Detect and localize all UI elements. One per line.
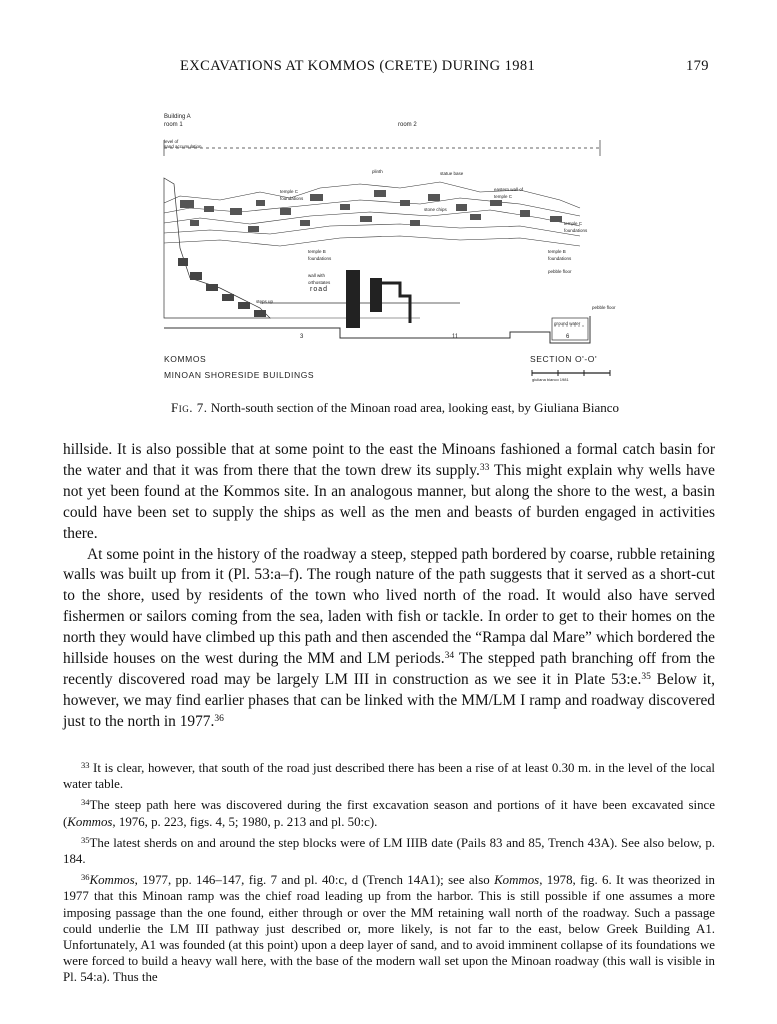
label-trench-3: 3 (300, 334, 304, 340)
label-temple-c-foundations-2: temple C foundations (564, 221, 588, 233)
label-temple-b: temple B foundations (548, 249, 572, 261)
figure-caption-label: Fig. 7. (170, 400, 208, 415)
figure-caption-text: North-south section of the Minoan road area, looking east, by Giuliana Bianco (210, 400, 620, 415)
label-road: road (310, 286, 329, 293)
footnote-36: $^{36}$Kommos, 1977, pp. 146–147, fig. 7 and pl. 40:c, d (Trench 14A1); see also Kommos, 1978, fig. 6. It was theorized in 1977 that this Minoan ramp was the chief road leading up from the harbor. This is still possible if one assumes a more imposing passage than the one found, either through or over the MM retaining wall north of the roadway. Such a passage could underlie the LM III pathway just described or, more likely, is not far to the east, below Greek Building A1. Unfortunately, A1 was founded (at this point) upon a deep layer of sand, and to avoid imminent collapse of its foundations we were forced to build a heavy wall here, with the base of the modern wall set upon the Minoan roadway (this wall is visible in Pl. 54:a). Thus the (63, 872, 716, 985)
paragraph-2: At some point in the history of the roadway a steep, stepped path bordered by coarse, rubble retaining walls was built up from it (Pl. 53:a–f). The rough nature of the path suggests that it served as a short-cut to the shore, used by residents of the town who lived north of the road. It would also have served fishermen or sailors coming from the sea, laden with fish or tackle. In order to get to their homes on the north they would have climbed up this path and then ascended the “Rampa dal Mare” which bordered the hillside houses on the west during the MM and LM periods.$^{34}$ The stepped path branching off from the recently discovered road may be largely LM III in construction as we see it in Plate 53:e.$^{35}$ Below it, however, we may find earlier phases that can be linked with the MM/LM I ramp and roadway discovered just to the north in 1977.36 (63, 545, 715, 730)
label-pebble-floor-2: pebble floor (592, 305, 616, 310)
body-text (63, 440, 715, 733)
label-level: level of (164, 139, 179, 144)
label-plinth: plinth (372, 169, 383, 174)
label-ground-water: ground water (554, 321, 581, 326)
label-pebble-floor: pebble floor (548, 269, 572, 274)
running-title: EXCAVATIONS AT KOMMOS (CRETE) DURING 1981 (180, 58, 536, 74)
footnote-ref-36[interactable]: 36 (214, 713, 224, 724)
label-room1: room 1 (164, 122, 183, 128)
label-eastern-wall: eastern wall of temple C (494, 187, 524, 199)
footnotes (63, 757, 715, 988)
label-room2: room 2 (398, 122, 417, 128)
figure-scale-credit: giuliana bianco 1981 (532, 377, 569, 382)
footnote-ref-34[interactable]: 34 (444, 651, 455, 662)
label-stone-chips: stone chips (424, 207, 447, 212)
figure-caption (90, 400, 700, 416)
label-temple-c-foundations: temple C foundations (280, 189, 304, 201)
footnote-33: $^{33}$ It is clear, however, that south of the road just described there has been a rise of at least 0.30 m. in the level of the local water table. (63, 760, 715, 792)
running-header (0, 58, 777, 78)
footnote-35: $^{35}$The latest sherds on and around the step blocks were of LM IIIB date (Pails 83 and 85, Trench 43A). See also below, p. 184. (63, 834, 715, 867)
label-temple-b-foundations: temple B foundations (308, 249, 332, 261)
paragraph-1: hillside. It is also possible that at some point to the east the Minoans fashioned a formal catch basin for the water and that it was from there that the town drew its supply.$^{33}$ This might explain why wells have not yet been found at the Kommos site. In an analogous manner, but along the shore to the west, a basin could have been set to supply the ships as well as the men and beasts of burden engaged in activities there. (63, 441, 716, 542)
label-steps-up: steps up (256, 299, 274, 304)
label-building-a: Building A (164, 114, 191, 120)
footnote-34: $^{34}$The steep path here was discovered during the first excavation season and portions of it have been excavated since (Kommos, 1976, p. 223, figs. 4, 5; 1980, p. 213 and pl. 50:c). (63, 797, 715, 829)
section-drawing-figure (160, 108, 620, 388)
footnote-ref-35[interactable]: 35 (641, 671, 651, 682)
label-trench-6: 6 (566, 334, 570, 340)
figure-site-name: KOMMOS (164, 354, 207, 364)
page-number: 179 (686, 58, 709, 74)
label-wall-orthostates: wall with orthostates (308, 273, 331, 285)
label-sand-accumulation: sand accumulation (164, 144, 202, 149)
footnote-ref-33[interactable]: 33 (479, 462, 490, 473)
label-statue-base: statue base (440, 171, 464, 176)
figure-section-label: SECTION O'-O' (530, 354, 598, 364)
figure-site-subtitle: MINOAN SHORESIDE BUILDINGS (164, 370, 315, 380)
label-trench-11: 11 (452, 334, 459, 340)
dark-wall (346, 270, 360, 328)
